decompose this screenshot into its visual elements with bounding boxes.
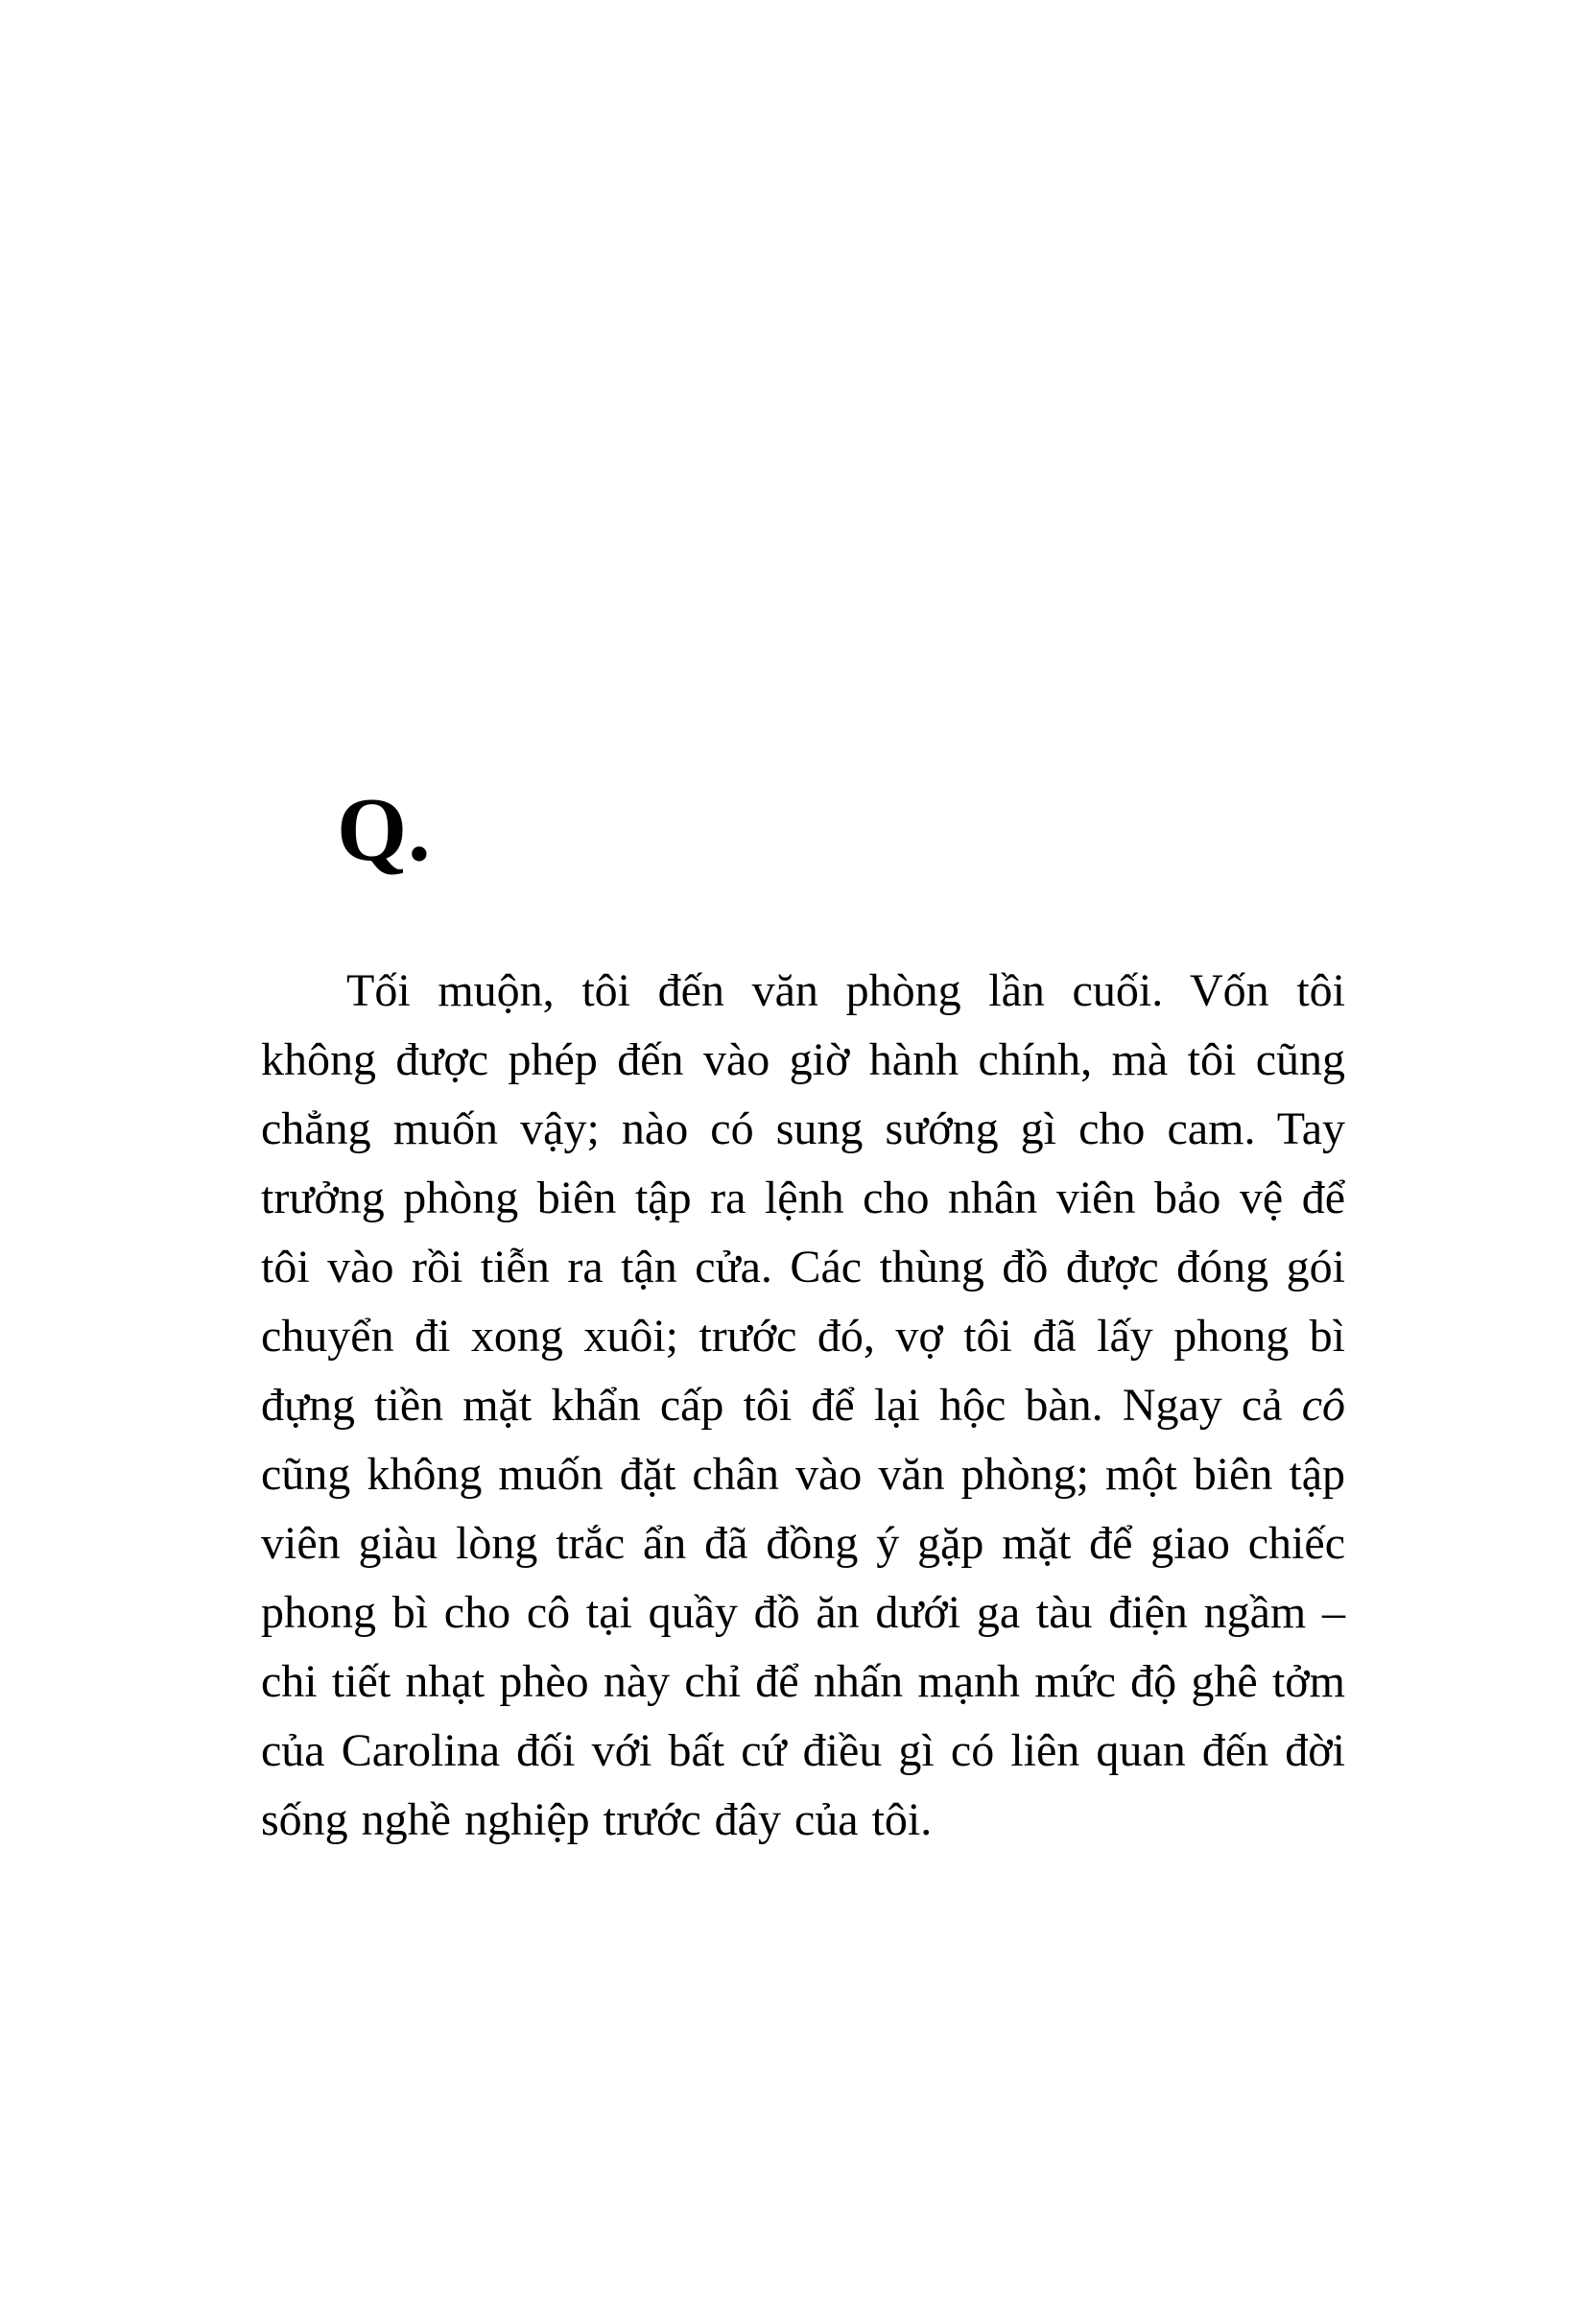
- paragraph-text-part2: cũng không muốn đặt chân vào văn phòng; một biên tập viên giàu lòng trắc ẩn đã đồng ý gặp mặt để giao chiếc phong bì cho cô tại quầy đồ ăn dưới ga tàu điện ngầm – chi tiết nhạt phèo này chỉ để nhấn mạnh mức độ ghê tởm của Carolina đối với bất cứ điều gì có liên quan đến đời sống nghề nghiệp trước đây của tôi.: [261, 1449, 1345, 1845]
- paragraph-text-part1: Tối muộn, tôi đến văn phòng lần cuối. Vốn tôi không được phép đến vào giờ hành chính, mà tôi cũng chẳng muốn vậy; nào có sung sướng gì cho cam. Tay trưởng phòng biên tập ra lệnh cho nhân viên bảo vệ để tôi vào rồi tiễn ra tận cửa. Các thùng đồ được đóng gói chuyển đi xong xuôi; trước đó, vợ tôi đã lấy phong bì đựng tiền mặt khẩn cấp tôi để lại hộc bàn. Ngay cả: [261, 965, 1345, 1431]
- paragraph-italic-word: cô: [1301, 1380, 1345, 1431]
- body-paragraph: [261, 957, 1345, 1855]
- chapter-heading: Q.: [337, 780, 432, 880]
